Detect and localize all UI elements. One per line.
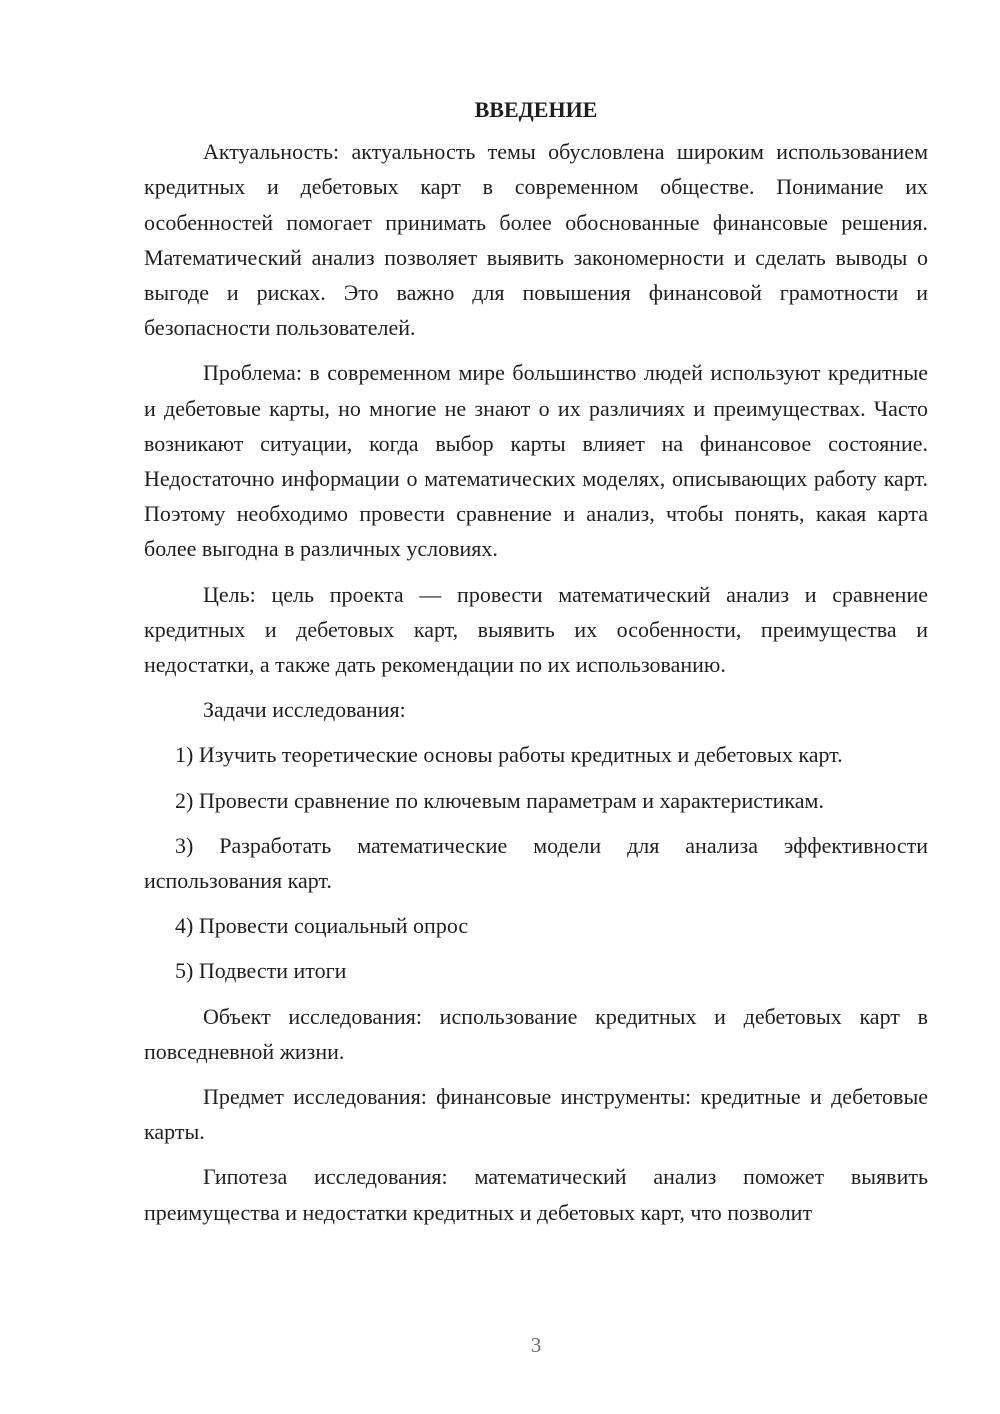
- tasks-heading: Задачи исследования:: [203, 697, 406, 723]
- paragraph-goal: Цель: цель проекта — провести математический анализ и сравнение кредитных и дебетовых карт, выявить их особенности, преимущества и недостатки, а также дать рекомендации по их использованию.: [144, 581, 928, 678]
- paragraph-object: Объект исследования: использование кредитных и дебетовых карт в повседневной жизни.: [144, 1003, 928, 1064]
- task-item-1: 1) Изучить теоретические основы работы кредитных и дебетовых карт.: [175, 742, 843, 768]
- document-page: [144, 92, 928, 1240]
- task-item-5: 5) Подвести итоги: [175, 958, 347, 984]
- paragraph-subject: Предмет исследования: финансовые инструменты: кредитные и дебетовые карты.: [144, 1084, 928, 1145]
- task-item-2: 2) Провести сравнение по ключевым параметрам и характеристикам.: [175, 787, 824, 813]
- task-item-4: 4) Провести социальный опрос: [175, 913, 469, 939]
- page-number: 3: [530, 1333, 542, 1357]
- paragraph-problem: Проблема: в современном мире большинство людей используют кредитные и дебетовые карты, но многие не знают о их различиях и преимуществах. Часто возникают ситуации, когда выбор карты влияет на финансовое состояние. Недостаточно информации о математических моделях, описывающих работу карт. Поэтому необходимо провести сравнение и анализ, чтобы понять, какая карта более выгодна в различных условиях.: [144, 360, 928, 562]
- paragraph-hypothesis: Гипотеза исследования: математический анализ поможет выявить преимущества и недостатки кредитных и дебетовых карт, что позволит: [144, 1164, 928, 1225]
- section-title: ВВЕДЕНИЕ: [474, 97, 598, 122]
- task-item-3: 3) Разработать математические модели для анализа эффективности использования карт.: [144, 832, 928, 894]
- paragraph-relevance: Актуальность: актуальность темы обусловлена широким использованием кредитных и дебетовых карт в современном обществе. Понимание их особенностей помогает принимать более обоснованные финансовые решения. Математический анализ позволяет выявить закономерности и сделать выводы о выгоде и рисках. Это важно для повышения финансовой грамотности и безопасности пользователей.: [144, 139, 928, 341]
